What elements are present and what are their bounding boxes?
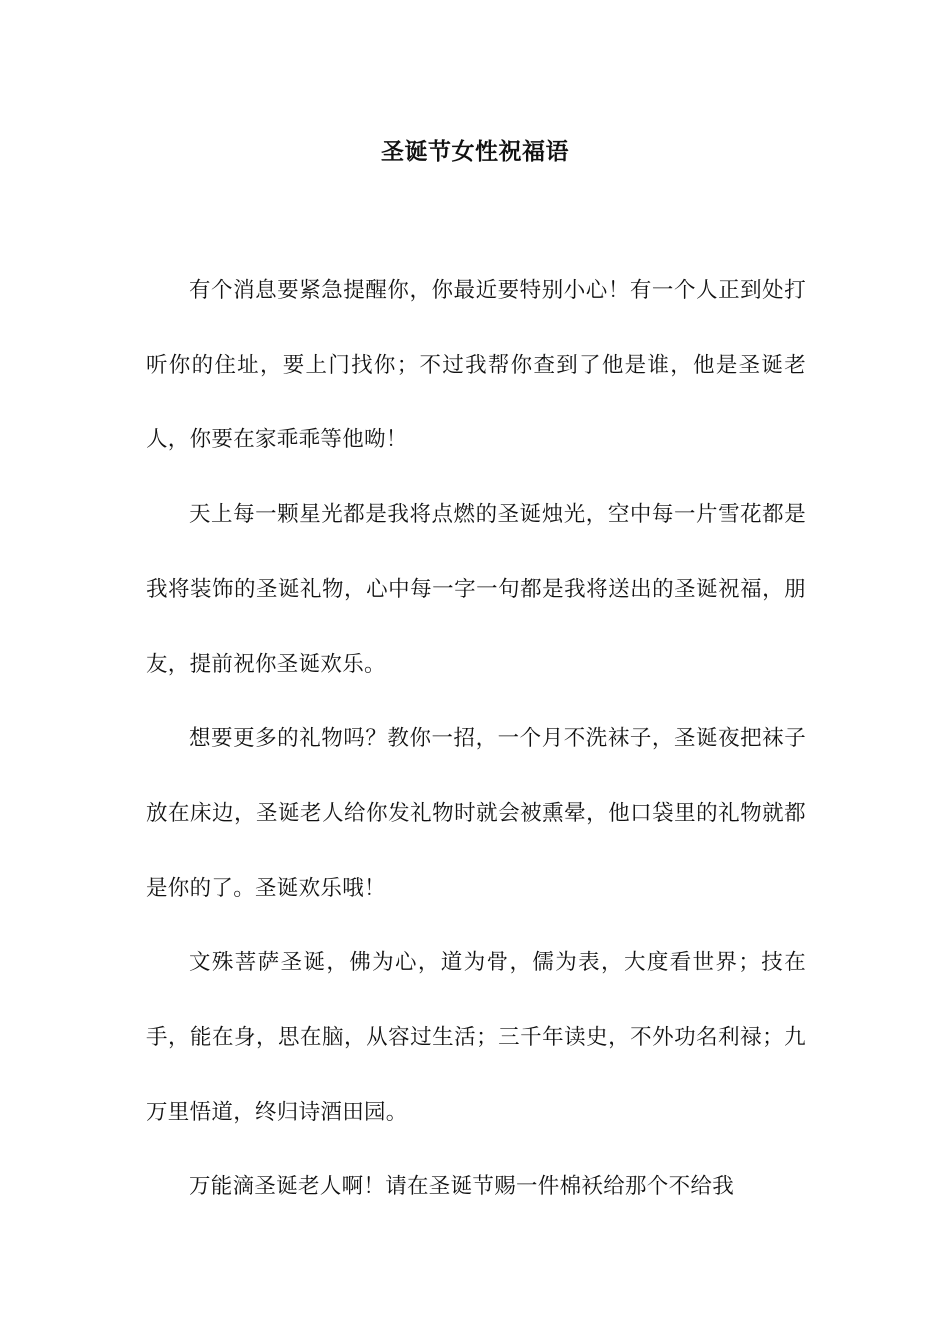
paragraph: 万能滴圣诞老人啊！请在圣诞节赐一件棉袄给那个不给我 [189, 1174, 735, 1200]
document-body [146, 254, 806, 1225]
paragraph: 有个消息要紧急提醒你，你最近要特别小心！有一个人正到处打听你的住址，要上门找你；不过我帮你查到了他是谁，他是圣诞老人，你要在家乖乖等他呦！ [146, 278, 806, 453]
document-title: 圣诞节女性祝福语 [381, 138, 569, 165]
paragraph: 文殊菩萨圣诞，佛为心，道为骨，儒为表，大度看世界；技在手，能在身，思在脑，从容过生活；三千年读史，不外功名利禄；九万里悟道，终归诗酒田园。 [146, 950, 806, 1125]
paragraph: 天上每一颗星光都是我将点燃的圣诞烛光，空中每一片雪花都是我将装饰的圣诞礼物，心中每一字一句都是我将送出的圣诞祝福，朋友，提前祝你圣诞欢乐。 [146, 502, 806, 677]
paragraph: 想要更多的礼物吗？教你一招，一个月不洗袜子，圣诞夜把袜子放在床边，圣诞老人给你发礼物时就会被熏晕，他口袋里的礼物就都是你的了。圣诞欢乐哦！ [146, 726, 806, 901]
